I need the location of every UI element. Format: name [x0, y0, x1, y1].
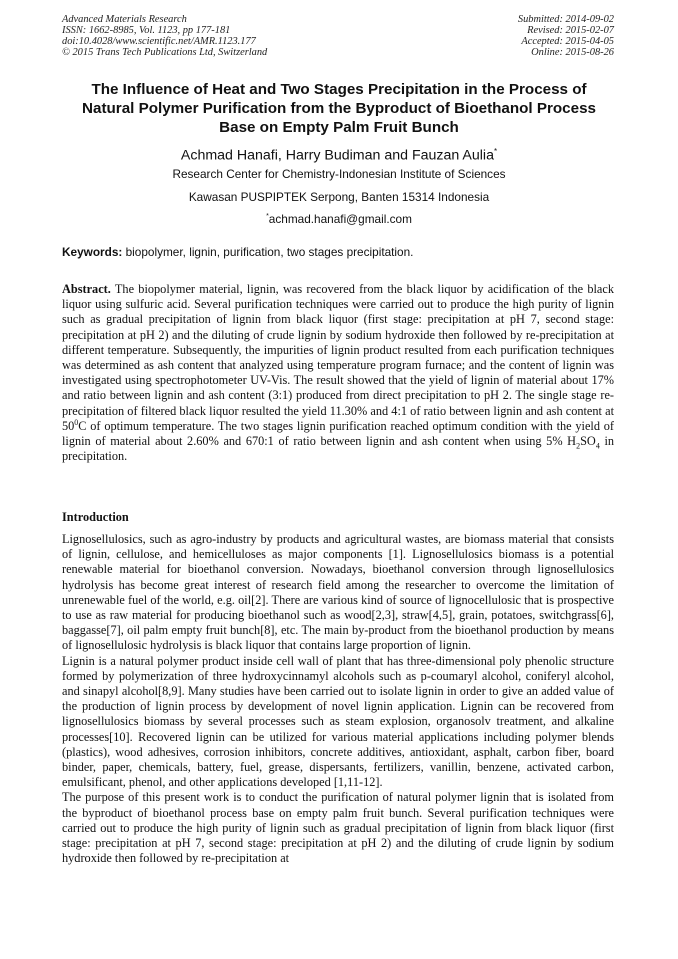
subscript: 4 — [595, 441, 600, 451]
section-heading-introduction: Introduction — [62, 510, 129, 524]
subscript: 2 — [576, 441, 581, 451]
email-line — [0, 210, 678, 226]
abstract-text: SO — [580, 434, 596, 449]
copyright-line: © 2015 Trans Tech Publications Ltd, Switzerland — [62, 47, 268, 58]
body-paragraph: The purpose of this present work is to conduct the purification of natural polymer lignin that is isolated from the byproduct of bioethanol process base on empty palm fruit bunch. Several purification techniques were carried out to produce the high purity of lignin such as gradual precipitation of lignin from black liquor (first stage: precipitation at pH 7, second stage: precipitation at pH 2) and the diluting of crude lignin by sodium hydroxide then followed by re-precipitation at — [62, 790, 614, 866]
title-line: The Influence of Heat and Two Stages Precipitation in the Process of — [91, 81, 587, 98]
abstract-text: in precipitation. — [62, 434, 615, 464]
doi-line: doi:10.4028/www.scientific.net/AMR.1123.177 — [62, 36, 256, 47]
abstract-text: The biopolymer material, lignin, was recovered from the black liquor by acidification of the black liquor using sulfuric acid. Several purification techniques were carried out to produce the high purity of lignin such as gradual precipitation of lignin from black liquor (first stage: precipitation at pH 7, second stage: precipitation at pH 2) and the diluting of crude lignin by sodium hydroxide then followed by re-precipitation at different temperature. Subsequently, the impurities of lignin product resulted from each purification techniques was determined as ash content that analyzed using temperature program furnace; and the content of lignin was investigated using spectrophotometer UV-Vis. The result showed that the yield of lignin of material about 17% and ratio between lignin and ash content (3:1) produced from direct precipitation to pH 2. The single stage re-precipitation of filtered black liquor resulted the yield 11.30% and 4:1 of ratio between lignin and ash content at 50 — [62, 282, 614, 433]
abstract-paragraph — [62, 282, 614, 464]
paper-title — [48, 80, 630, 137]
revised-date: Revised: 2015-02-07 — [527, 25, 614, 36]
keywords-label: Keywords: — [62, 245, 123, 259]
address-line: Kawasan PUSPIPTEK Serpong, Banten 15314 Indonesia — [188, 190, 490, 204]
author-names: Achmad Hanafi, Harry Budiman and Fauzan Aulia — [180, 147, 494, 164]
issn-line: ISSN: 1662-8985, Vol. 1123, pp 177-181 — [62, 25, 231, 36]
keywords-text: biopolymer, lignin, purification, two stages precipitation. — [122, 245, 414, 259]
online-date: Online: 2015-08-26 — [531, 47, 614, 58]
author-email[interactable]: achmad.hanafi@gmail.com — [268, 211, 412, 226]
body-paragraph: Lignin is a natural polymer product inside cell wall of plant that has three-dimensional poly phenolic structure formed by polymerization of three hydroxycinnamyl alcohols such as p-coumaryl alcohol, coniferyl alcohol, and sinapyl alcohol[8,9]. Many studies have been carried out to isolate lignin in order to give an added value of the production of lignin process by development of novel lignin application. Lignin can be recovered from lignosellulosics biomass by several processes such as steam explosion, organosolv treatment, and alkaline processes[10]. Recovered lignin can be utilized for various material applications including polymer blends (plastics), wood adhesives, corrosion inhibitors, concrete additives, antioxidant, asphalt, carbon fiber, board binder, paper, chemicals, battery, fuel, grease, dispersants, fertilizers, vanillin, benzene, activated carbon, emulsificant, phenol, and other applications developed [1,11-12]. — [62, 653, 614, 790]
journal-info — [62, 14, 267, 58]
abstract — [62, 282, 614, 464]
abstract-label: Abstract. — [62, 282, 111, 296]
submission-dates — [518, 14, 614, 58]
email-mark: * — [266, 213, 269, 220]
author-list — [0, 143, 678, 165]
accepted-date: Accepted: 2015-04-05 — [521, 36, 614, 47]
corresponding-mark: * — [493, 147, 498, 156]
degree-superscript: 0 — [74, 417, 79, 427]
journal-name: Advanced Materials Research — [62, 14, 187, 25]
submitted-date: Submitted: 2014-09-02 — [517, 14, 614, 25]
body-paragraph: Lignosellulosics, such as agro-industry by products and agricultural wastes, are biomass material that consists of lignin, cellulose, and hemicelluloses as major components [1]. Lignosellulosics biomass is a potential renewable material for bioethanol conversion. Nowadays, bioethanol conversion through lignosellulosics hydrolysis has become great interest of research field among the researcher to overcome the limitation of unrenewable fuel of the world, e.g. oil[2]. There are various kind of source of lignocellulosic that is prospective to use as raw material for producing bioethanol such as wood[2,3], straw[4,5], grain, potatoes, switchgrass[6], baggasse[7], oil palm empty fruit bunch[8], etc. The main by-product from the bioethanol production by means of lignosellulosic hydrolysis is black liquor that contains large proportion of lignin. — [62, 532, 614, 653]
abstract-text: C of optimum temperature. The two stages lignin purification reached optimum condition with the yield of lignin of material about 2.60% and 670:1 of ratio between lignin and ash content when using 5% H — [62, 418, 614, 449]
introduction-body — [62, 532, 614, 866]
title-line: Base on Empty Palm Fruit Bunch — [219, 119, 459, 136]
affiliation-line: Research Center for Chemistry-Indonesian Institute of Sciences — [172, 167, 506, 181]
title-line: Natural Polymer Purification from the Byproduct of Bioethanol Process — [82, 100, 596, 117]
keywords — [62, 245, 413, 259]
